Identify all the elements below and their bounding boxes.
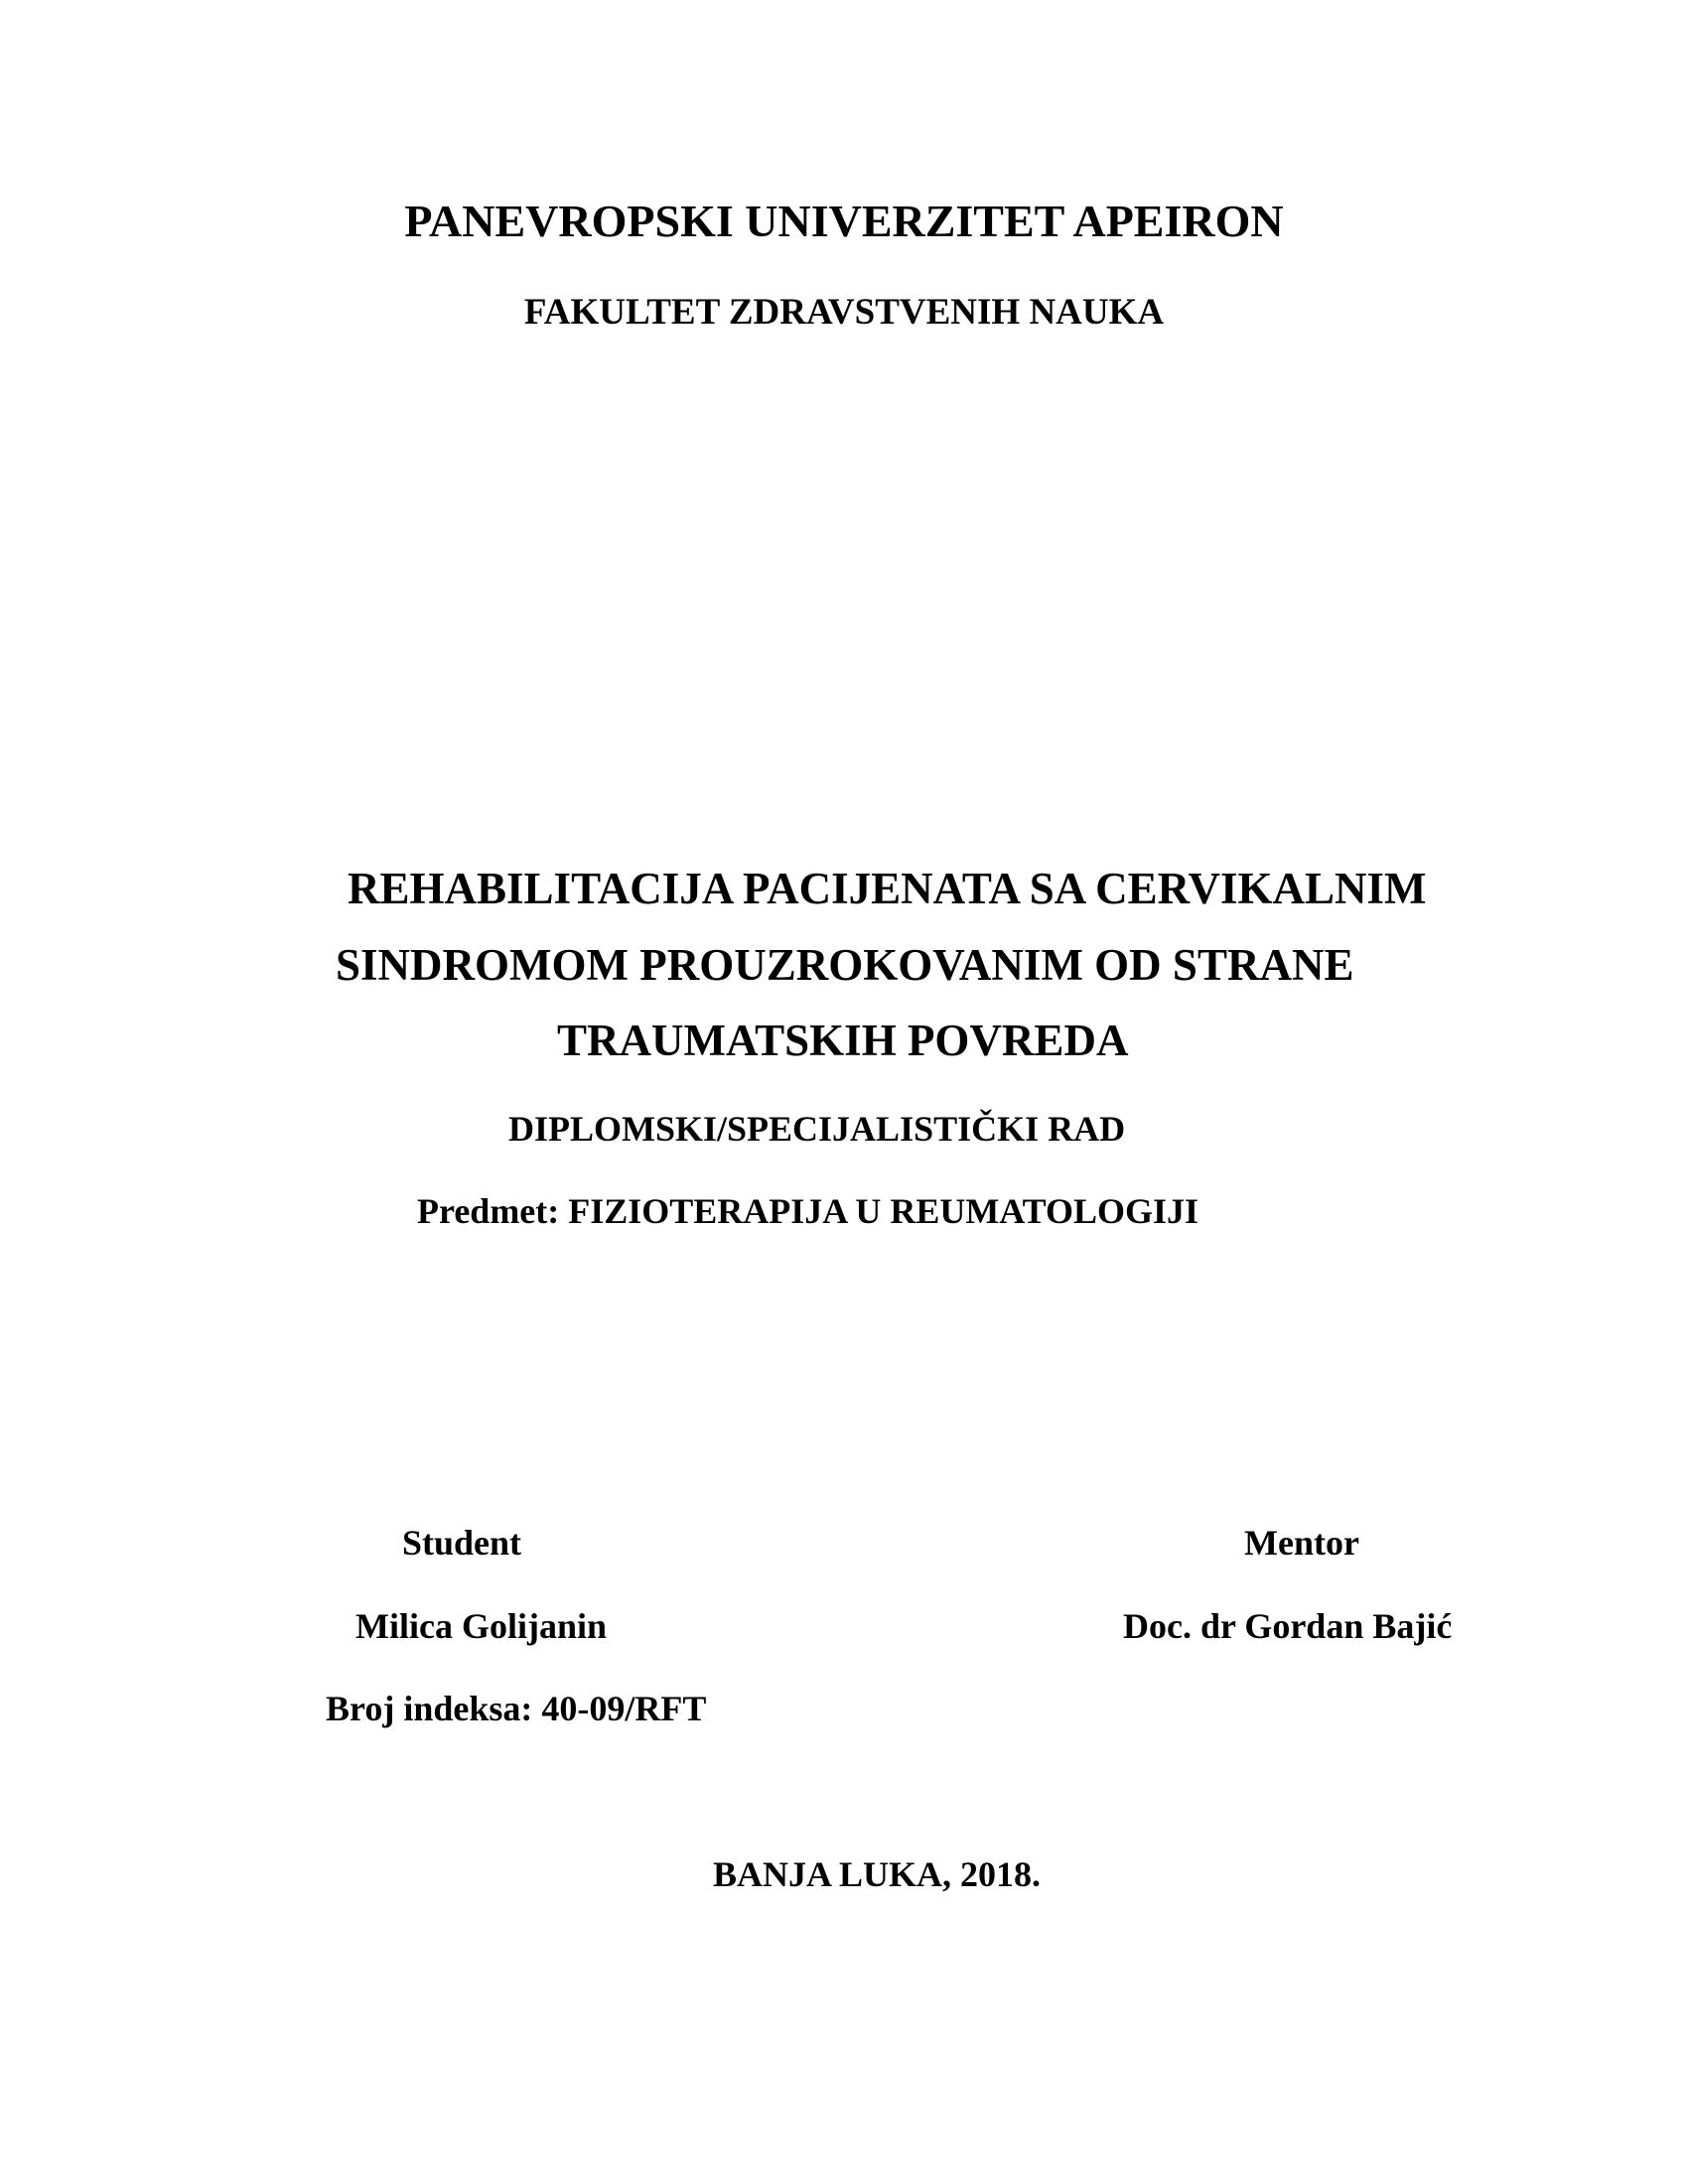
student-label: Student [402, 1523, 522, 1563]
student-name: Milica Golijanin [355, 1606, 608, 1646]
faculty-name: FAKULTET ZDRAVSTVENIH NAUKA [523, 292, 1165, 333]
university-name: PANEVROPSKI UNIVERZITET APEIRON [404, 196, 1284, 246]
mentor-label: Mentor [1244, 1523, 1359, 1563]
thesis-type: DIPLOMSKI/SPECIJALISTIČKI RAD [508, 1109, 1126, 1149]
thesis-title-line-1: REHABILITACIJA PACIJENATA SA CERVIKALNIM [348, 864, 1427, 913]
student-index-number: Broj indeksa: 40-09/RFT [326, 1689, 707, 1728]
thesis-title-line-2: SINDROMOM PROUZROKOVANIM OD STRANE [336, 940, 1354, 990]
place-and-date: BANJA LUKA, 2018. [713, 1854, 1042, 1894]
subject-line: Predmet: FIZIOTERAPIJA U REUMATOLOGIJI [417, 1191, 1199, 1231]
thesis-title-line-3: TRAUMATSKIH POVREDA [557, 1016, 1129, 1065]
mentor-name: Doc. dr Gordan Bajić [1123, 1606, 1453, 1646]
